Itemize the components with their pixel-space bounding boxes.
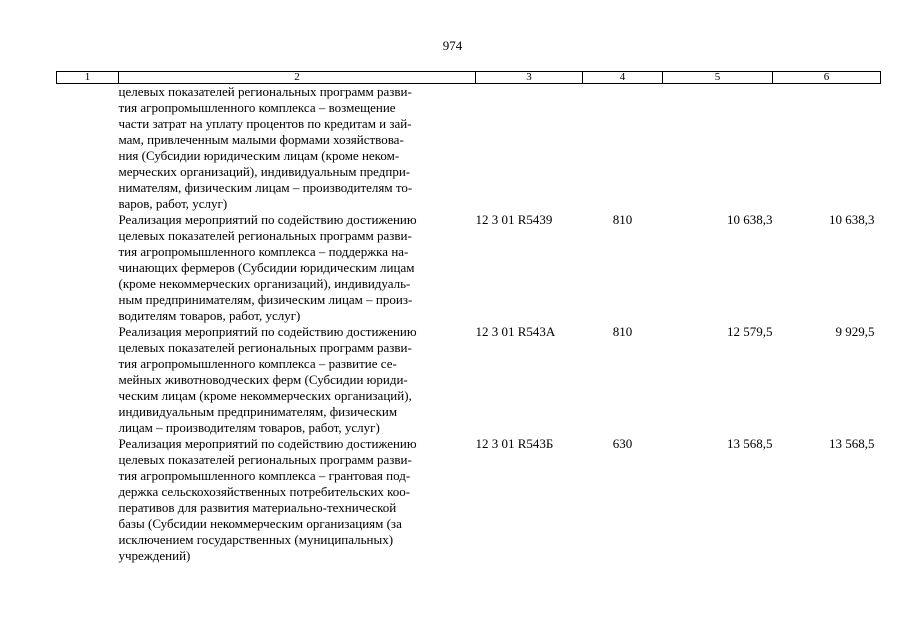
amount-column-5: 10 638,3 bbox=[727, 212, 773, 227]
amount-column-5: 12 579,5 bbox=[727, 324, 773, 339]
description-line: ния (Субсидии юридическим лицам (кроме неком- bbox=[118, 148, 400, 163]
column-number-header-row bbox=[57, 72, 881, 84]
page-number: 974 bbox=[442, 38, 463, 53]
description-line: перативов для развития материально-технической bbox=[118, 500, 397, 515]
row-description bbox=[119, 436, 476, 564]
row-number-cell bbox=[57, 436, 119, 564]
column-header-1: 1 bbox=[57, 72, 119, 84]
description-line: индивидуальным предпринимателям, физическим bbox=[118, 404, 398, 419]
row-number-cell bbox=[57, 324, 119, 436]
description-line: учреждений) bbox=[118, 548, 191, 563]
description-line: (кроме некоммерческих организаций), индивидуаль- bbox=[118, 276, 411, 291]
description-line: варов, работ, услуг) bbox=[118, 196, 228, 211]
table-row bbox=[57, 84, 881, 213]
description-line: части затрат на уплату процентов по кредитам и зай- bbox=[118, 116, 412, 131]
expense-type-code: 810 bbox=[612, 324, 633, 339]
row-number-cell bbox=[57, 212, 119, 324]
table-row bbox=[57, 212, 881, 324]
table-row bbox=[57, 436, 881, 564]
expense-type-code: 630 bbox=[612, 436, 633, 451]
description-line: целевых показателей региональных программ разви- bbox=[118, 228, 412, 243]
description-line: ческим лицам (кроме некоммерческих организаций), bbox=[118, 388, 412, 403]
table-row bbox=[57, 324, 881, 436]
budget-code bbox=[476, 84, 583, 213]
description-line: мерческих организаций), индивидуальным предпри- bbox=[118, 164, 411, 179]
description-line: мейных животноводческих ферм (Субсидии юриди- bbox=[118, 372, 408, 387]
description-line: мам, привлеченным малыми формами хозяйствова- bbox=[118, 132, 404, 147]
amount-column-5: 13 568,5 bbox=[727, 436, 773, 451]
row-description bbox=[119, 324, 476, 436]
description-line: целевых показателей региональных программ разви- bbox=[118, 340, 412, 355]
description-line: лицам – производителям товаров, работ, услуг) bbox=[118, 420, 380, 435]
description-line: держка сельскохозяйственных потребительских коо- bbox=[118, 484, 411, 499]
description-line: водителям товаров, работ, услуг) bbox=[118, 308, 301, 323]
description-line: базы (Субсидии некоммерческим организациям (за bbox=[118, 516, 402, 531]
description-line: нимателям, физическим лицам – производителям то- bbox=[118, 180, 413, 195]
description-line: тия агропромышленного комплекса – грантовая под- bbox=[118, 468, 411, 483]
row-description bbox=[119, 212, 476, 324]
budget-code: 12 3 01 R543А bbox=[475, 324, 556, 339]
column-header-6: 6 bbox=[773, 72, 881, 84]
amount-column-6: 9 929,5 bbox=[835, 324, 875, 339]
budget-table bbox=[56, 71, 881, 564]
budget-code: 12 3 01 R5439 bbox=[475, 212, 553, 227]
description-line: тия агропромышленного комплекса – развитие се- bbox=[118, 356, 397, 371]
description-line: тия агропромышленного комплекса – возмещение bbox=[118, 100, 396, 115]
description-line: Реализация мероприятий по содействию достижению bbox=[118, 212, 417, 227]
table-body bbox=[57, 84, 881, 565]
description-line: исключением государственных (муниципальных) bbox=[118, 532, 394, 547]
description-line: ным предпринимателям, физическим лицам – произ- bbox=[118, 292, 413, 307]
amount-column-6: 13 568,5 bbox=[829, 436, 875, 451]
description-line: тия агропромышленного комплекса – поддержка на- bbox=[118, 244, 409, 259]
row-number-cell bbox=[57, 84, 119, 213]
description-line: чинающих фермеров (Субсидии юридическим лицам bbox=[118, 260, 415, 275]
column-header-3: 3 bbox=[476, 72, 583, 84]
column-header-5: 5 bbox=[663, 72, 773, 84]
column-header-2: 2 bbox=[119, 72, 476, 84]
budget-code: 12 3 01 R543Б bbox=[475, 436, 554, 451]
amount-column-6 bbox=[773, 84, 881, 213]
row-description bbox=[119, 84, 476, 213]
expense-type-code bbox=[583, 84, 663, 213]
description-line: целевых показателей региональных программ разви- bbox=[118, 84, 412, 99]
description-line: Реализация мероприятий по содействию достижению bbox=[118, 324, 417, 339]
description-line: Реализация мероприятий по содействию достижению bbox=[118, 436, 417, 451]
column-header-4: 4 bbox=[583, 72, 663, 84]
description-line: целевых показателей региональных программ разви- bbox=[118, 452, 412, 467]
expense-type-code: 810 bbox=[612, 212, 633, 227]
amount-column-5 bbox=[663, 84, 773, 213]
amount-column-6: 10 638,3 bbox=[829, 212, 875, 227]
